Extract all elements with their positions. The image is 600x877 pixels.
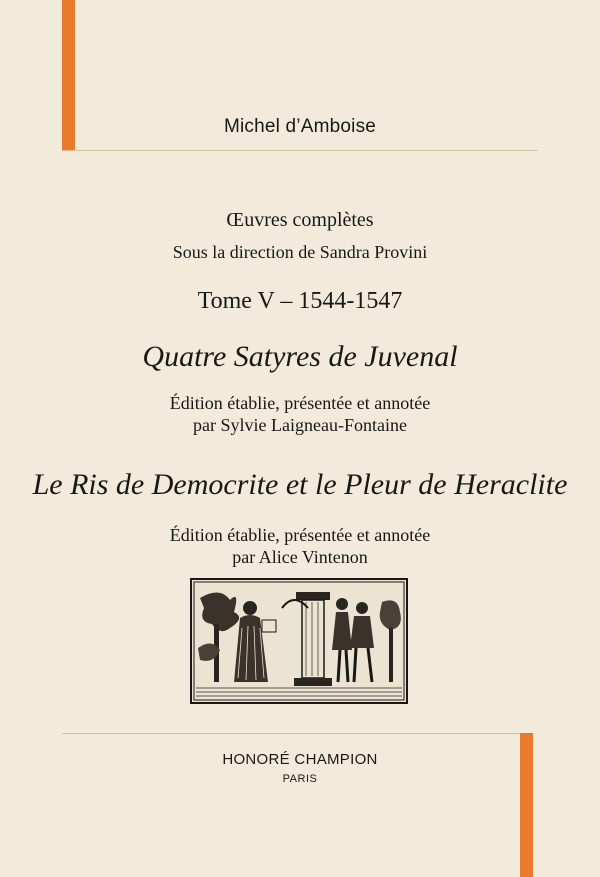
editorial-direction: Sous la direction de Sandra Provini	[172, 242, 428, 262]
work1-title: Quatre Satyres de Juvenal	[142, 340, 458, 373]
publisher-name: HONORÉ CHAMPION	[222, 751, 378, 768]
work1-edition	[0, 392, 600, 436]
work2-edition-line1: Édition établie, présentée et annotée	[169, 525, 431, 545]
volume-label: Tome V – 1544-1547	[197, 288, 403, 314]
series-title: Œuvres complètes	[226, 209, 374, 231]
rule-bottom	[62, 733, 534, 734]
work1-edition-line2: par Sylvie Laigneau-Fontaine	[193, 415, 407, 435]
work2-edition	[0, 524, 600, 568]
rule-top	[62, 150, 538, 151]
work2-edition-line2: par Alice Vintenon	[232, 547, 368, 567]
work1-edition-line1: Édition établie, présentée et annotée	[169, 393, 431, 413]
woodcut-illustration	[190, 578, 408, 704]
publisher-city: PARIS	[282, 773, 318, 785]
work2-title: Le Ris de Democrite et le Pleur de Heraclite	[32, 468, 568, 501]
author-name: Michel d’Amboise	[223, 116, 377, 137]
